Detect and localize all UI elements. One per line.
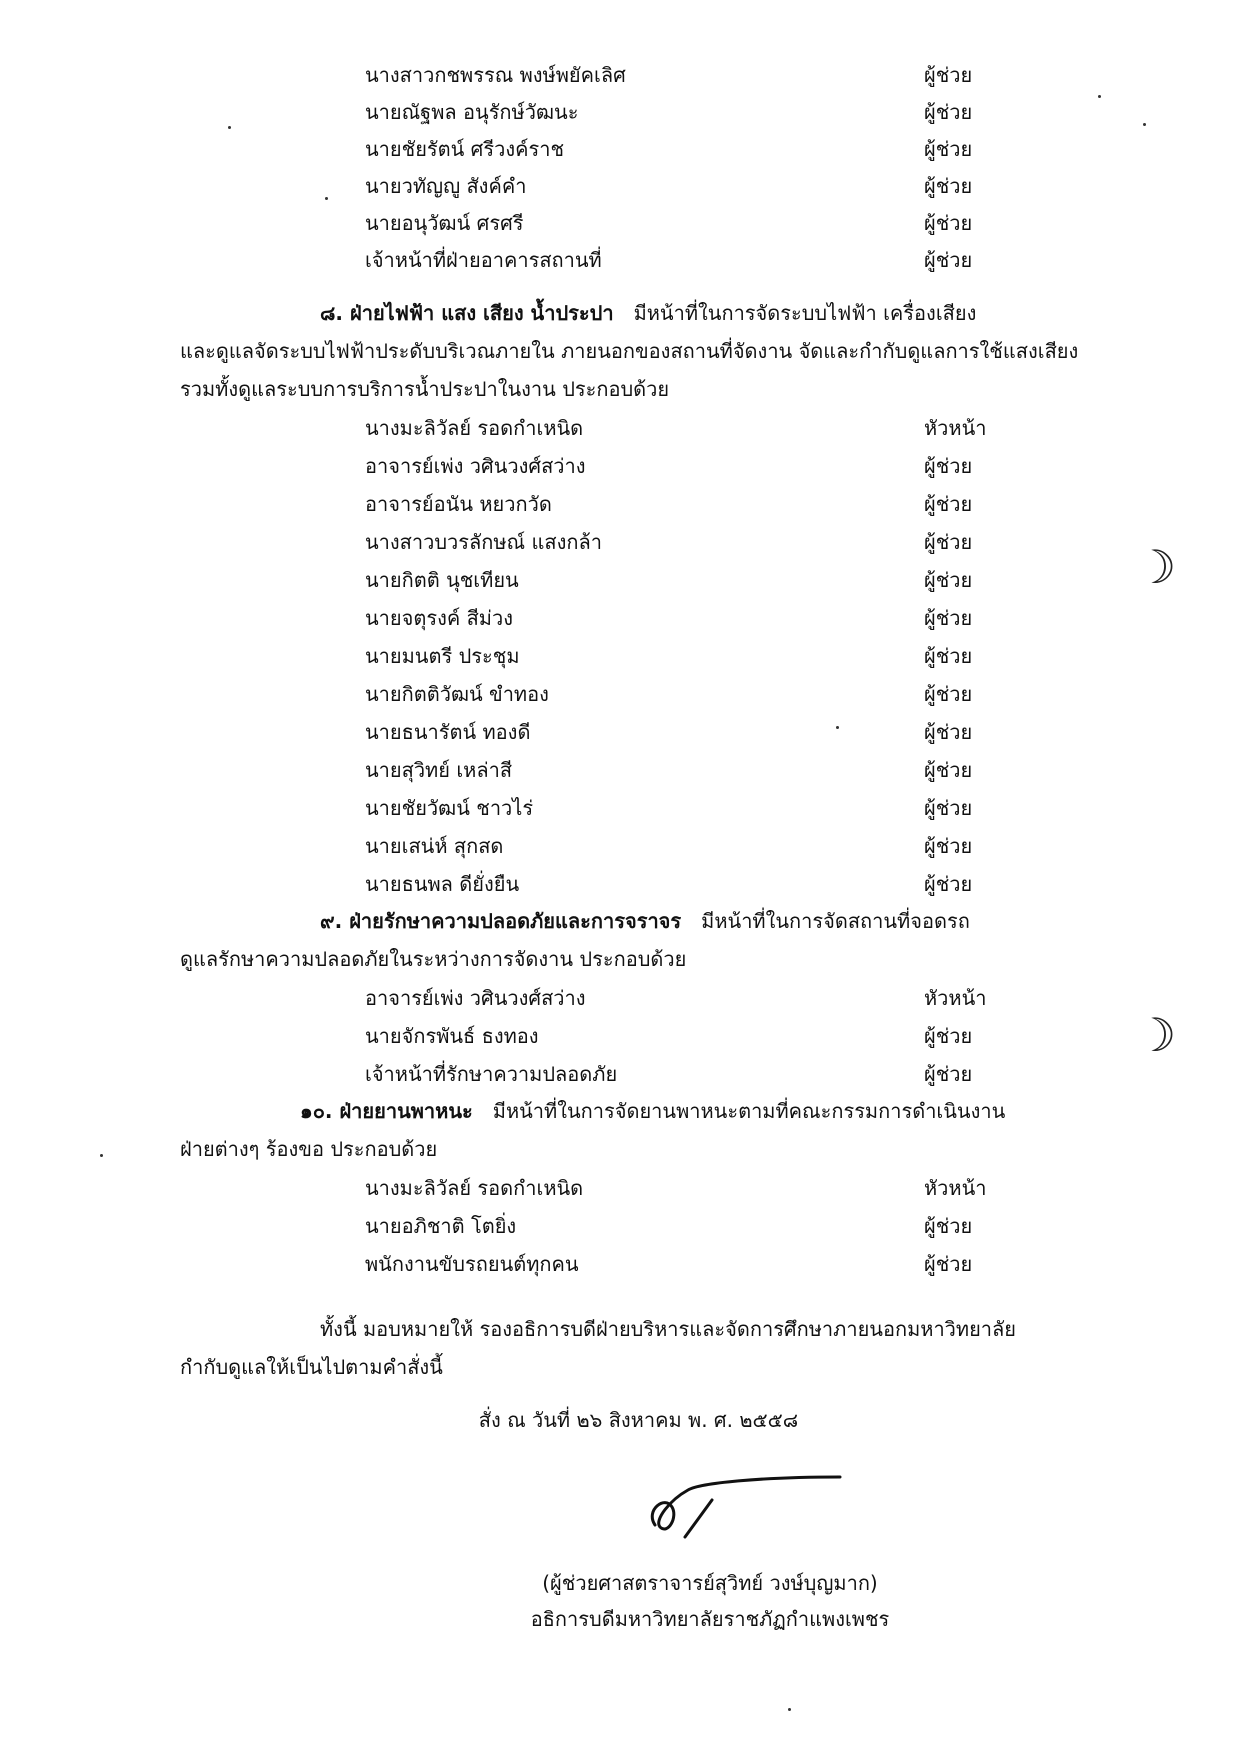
- member-name: นางสาวบวรลักษณ์ แสงกล้า: [365, 530, 602, 554]
- member-role: ผู้ช่วย: [924, 1214, 973, 1238]
- section-9-duty: มีหน้าที่ในการจัดสถานที่จอดรถ: [701, 909, 970, 933]
- section-8-duty-cont: รวมทั้งดูแลระบบการบริการน้ำประปาในงาน ประกอบด้วย: [180, 377, 670, 401]
- section-10-paragraph: [180, 1092, 1140, 1168]
- member-name: นายกิตติ นุชเทียน: [365, 568, 519, 592]
- closing-paragraph: [180, 1310, 1140, 1386]
- section-9-heading: ๙. ฝ่ายรักษาความปลอดภัยและการจราจร: [320, 909, 682, 933]
- order-date: สั่ง ณ วันที่ ๒๖ สิงหาคม พ. ศ. ๒๕๕๘: [478, 1408, 799, 1432]
- section-9-paragraph: [180, 902, 1140, 978]
- member-role: ผู้ช่วย: [924, 606, 973, 630]
- member-role: หัวหน้า: [924, 416, 987, 440]
- member-role: ผู้ช่วย: [924, 1252, 973, 1276]
- member-name: นายธนารัตน์ ทองดี: [365, 720, 531, 744]
- member-name: นางมะลิวัลย์ รอดกำเหนิด: [365, 1176, 584, 1200]
- section-10-duty-cont: ฝ่ายต่างๆ ร้องขอ ประกอบด้วย: [180, 1137, 438, 1161]
- member-name: เจ้าหน้าที่ฝ่ายอาคารสถานที่: [365, 248, 602, 272]
- signatory-name: (ผู้ช่วยศาสตราจารย์สุวิทย์ วงษ์บุญมาก): [542, 1571, 878, 1595]
- member-name: นายกิตติวัฒน์ ขำทอง: [365, 682, 549, 706]
- member-name: พนักงานขับรถยนต์ทุกคน: [365, 1252, 579, 1276]
- member-role: ผู้ช่วย: [924, 720, 973, 744]
- scan-speck: [1143, 123, 1146, 126]
- member-name: นายจักรพันธ์ ธงทอง: [365, 1024, 539, 1048]
- signatory-title: อธิการบดีมหาวิทยาลัยราชภัฏกำแพงเพชร: [530, 1607, 890, 1631]
- member-name: นายมนตรี ประชุม: [365, 644, 520, 668]
- section-8-heading: ๘. ฝ่ายไฟฟ้า แสง เสียง น้ำประปา: [320, 301, 614, 325]
- member-name: อาจารย์เพ่ง วศินวงศ์สว่าง: [365, 454, 586, 478]
- scan-speck: [228, 126, 231, 129]
- scan-speck: [100, 1154, 103, 1157]
- member-name: นายวทัญญู สังค์คำ: [365, 174, 527, 198]
- member-name: นายอนุวัฒน์ ศรศรี: [365, 211, 524, 235]
- member-name: นายเสน่ห์ สุกสด: [365, 834, 504, 858]
- member-role: ผู้ช่วย: [924, 834, 973, 858]
- member-name: นางมะลิวัลย์ รอดกำเหนิด: [365, 416, 584, 440]
- section-8-paragraph: [180, 294, 1140, 408]
- signature-image: [640, 1465, 860, 1555]
- member-role: ผู้ช่วย: [924, 211, 973, 235]
- member-name: เจ้าหน้าที่รักษาความปลอดภัย: [365, 1062, 618, 1086]
- member-name: นายจตุรงค์ สีม่วง: [365, 606, 513, 630]
- member-role: ผู้ช่วย: [924, 100, 973, 124]
- signature-block: [440, 1565, 980, 1637]
- member-name: อาจารย์อนัน หยวกวัด: [365, 492, 552, 516]
- member-name: นางสาวกชพรรณ พงษ์พยัคเลิศ: [365, 63, 626, 87]
- member-role: ผู้ช่วย: [924, 644, 973, 668]
- member-role: ผู้ช่วย: [924, 758, 973, 782]
- member-name: นายชัยรัตน์ ศรีวงค์ราช: [365, 137, 565, 161]
- scan-speck: [1098, 95, 1101, 98]
- scan-speck: [325, 197, 328, 200]
- member-name: นายชัยวัฒน์ ชาวไร่: [365, 796, 534, 820]
- member-name: นายณัฐพล อนุรักษ์วัฒนะ: [365, 100, 579, 124]
- member-role: หัวหน้า: [924, 986, 987, 1010]
- section-9-duty-cont: ดูแลรักษาความปลอดภัยในระหว่างการจัดงาน ประกอบด้วย: [180, 947, 687, 971]
- member-role: ผู้ช่วย: [924, 872, 973, 896]
- member-role: ผู้ช่วย: [924, 1024, 973, 1048]
- member-role: ผู้ช่วย: [924, 1062, 973, 1086]
- section-10-heading: ๑๐. ฝ่ายยานพาหนะ: [300, 1099, 473, 1123]
- closing-line: กำกับดูแลให้เป็นไปตามคำสั่งนี้: [180, 1355, 443, 1379]
- punch-hole-mark: ☽: [1135, 1008, 1177, 1062]
- member-role: ผู้ช่วย: [924, 530, 973, 554]
- member-name: นายสุวิทย์ เหล่าสี: [365, 758, 513, 782]
- member-name: นายอภิชาติ โตยิ่ง: [365, 1214, 517, 1238]
- member-role: ผู้ช่วย: [924, 63, 973, 87]
- member-role: ผู้ช่วย: [924, 454, 973, 478]
- member-role: ผู้ช่วย: [924, 568, 973, 592]
- member-role: ผู้ช่วย: [924, 174, 973, 198]
- section-10-duty: มีหน้าที่ในการจัดยานพาหนะตามที่คณะกรรมการดำเนินงาน: [492, 1099, 1006, 1123]
- member-role: ผู้ช่วย: [924, 682, 973, 706]
- section-8-duty-cont: และดูแลจัดระบบไฟฟ้าประดับบริเวณภายใน ภายนอกของสถานที่จัดงาน จัดและกำกับดูแลการใช้แสงเสียง: [180, 339, 1079, 363]
- punch-hole-mark: ☽: [1135, 540, 1177, 594]
- scan-speck: [788, 1708, 791, 1711]
- member-role: หัวหน้า: [924, 1176, 987, 1200]
- member-role: ผู้ช่วย: [924, 248, 973, 272]
- closing-line: ทั้งนี้ มอบหมายให้ รองอธิการบดีฝ่ายบริหารและจัดการศึกษาภายนอกมหาวิทยาลัย: [320, 1317, 1017, 1341]
- scan-speck: [836, 726, 839, 729]
- section-8-duty: มีหน้าที่ในการจัดระบบไฟฟ้า เครื่องเสียง: [633, 301, 977, 325]
- member-name: อาจารย์เพ่ง วศินวงศ์สว่าง: [365, 986, 586, 1010]
- member-role: ผู้ช่วย: [924, 137, 973, 161]
- member-role: ผู้ช่วย: [924, 492, 973, 516]
- member-role: ผู้ช่วย: [924, 796, 973, 820]
- member-name: นายธนพล ดียั่งยืน: [365, 872, 520, 896]
